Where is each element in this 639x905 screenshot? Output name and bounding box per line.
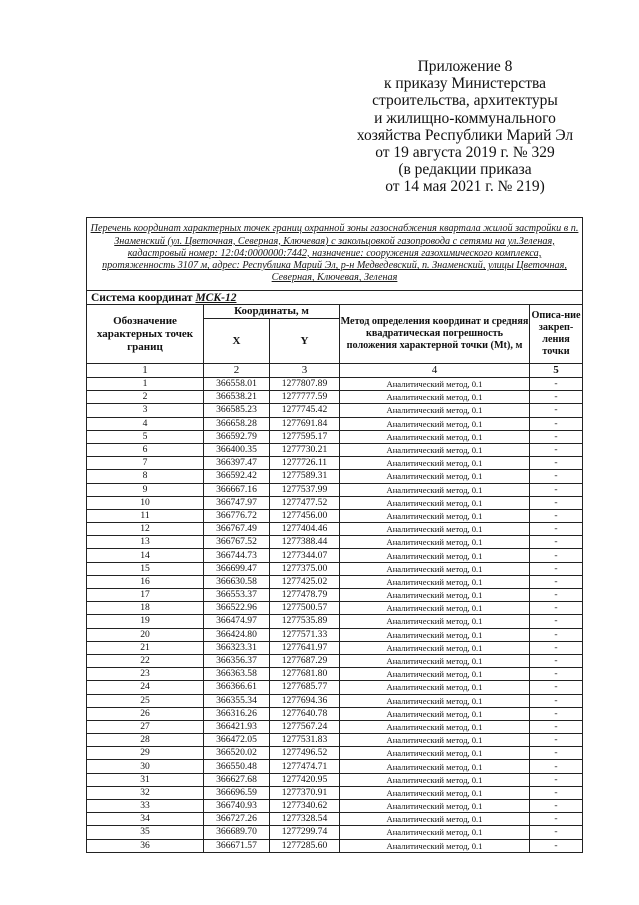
description-cell: - (530, 813, 583, 826)
coord-x-cell: 366363.58 (204, 668, 270, 681)
coord-y-cell: 1277640.78 (270, 707, 340, 720)
table-row (87, 694, 583, 707)
coord-y-cell: 1277477.52 (270, 496, 340, 509)
coord-x-cell: 366630.58 (204, 575, 270, 588)
description-cell: - (530, 589, 583, 602)
coord-x-cell: 366356.37 (204, 654, 270, 667)
method-cell: Аналитический метод, 0.1 (340, 417, 530, 430)
coord-x-cell: 366421.93 (204, 720, 270, 733)
coord-y-cell: 1277777.59 (270, 391, 340, 404)
coord-x-cell: 366667.16 (204, 483, 270, 496)
table-row (87, 523, 583, 536)
coordinate-system-label: Система координат (91, 291, 193, 304)
description-cell: - (530, 443, 583, 456)
method-cell: Аналитический метод, 0.1 (340, 760, 530, 773)
point-number-cell: 7 (87, 457, 204, 470)
method-cell: Аналитический метод, 0.1 (340, 404, 530, 417)
table-row (87, 562, 583, 575)
header-y: Y (270, 319, 340, 364)
description-cell: - (530, 694, 583, 707)
coord-x-cell: 366776.72 (204, 509, 270, 522)
point-number-cell: 25 (87, 694, 204, 707)
description-cell: - (530, 575, 583, 588)
table-row (87, 734, 583, 747)
coord-x-cell: 366740.93 (204, 800, 270, 813)
coord-y-cell: 1277537.99 (270, 483, 340, 496)
coord-x-cell: 366592.79 (204, 430, 270, 443)
point-number-cell: 36 (87, 839, 204, 852)
description-cell: - (530, 496, 583, 509)
coord-y-cell: 1277730.21 (270, 443, 340, 456)
method-cell: Аналитический метод, 0.1 (340, 615, 530, 628)
table-row (87, 681, 583, 694)
point-number-cell: 30 (87, 760, 204, 773)
coord-y-cell: 1277299.74 (270, 826, 340, 839)
table-title: Перечень координат характерных точек границ охранной зоны газоснабжения квартала жилой застройки в п. Знаменский (ул. Цветочная, Северная, Ключевая) с закольцовкой газопровода с сетями на ул.Зеленая, кадастровый номер: 12:04:0000000:7442, назначение: сооружения газохимического комплекса, протяженность 3107 м, адрес: Республика Марий Эл, р-н Медведевский, п. Знаменский, улицы Цветочная, Северная, Ключевая, Зеленая (87, 218, 583, 291)
coord-x-cell: 366474.97 (204, 615, 270, 628)
point-number-cell: 28 (87, 734, 204, 747)
point-number-cell: 10 (87, 496, 204, 509)
description-cell: - (530, 470, 583, 483)
coord-y-cell: 1277420.95 (270, 773, 340, 786)
point-number-cell: 14 (87, 549, 204, 562)
table-row (87, 457, 583, 470)
method-cell: Аналитический метод, 0.1 (340, 786, 530, 799)
table-row (87, 773, 583, 786)
point-number-cell: 15 (87, 562, 204, 575)
method-cell: Аналитический метод, 0.1 (340, 668, 530, 681)
appendix-line: строительства, архитектуры (372, 92, 558, 110)
method-cell: Аналитический метод, 0.1 (340, 391, 530, 404)
point-number-cell: 26 (87, 707, 204, 720)
coord-y-cell: 1277681.80 (270, 668, 340, 681)
method-cell: Аналитический метод, 0.1 (340, 575, 530, 588)
coord-x-cell: 366472.05 (204, 734, 270, 747)
point-number-cell: 9 (87, 483, 204, 496)
coord-y-cell: 1277404.46 (270, 523, 340, 536)
description-cell: - (530, 536, 583, 549)
column-numbers-row (87, 364, 583, 378)
description-cell: - (530, 747, 583, 760)
coord-y-cell: 1277285.60 (270, 839, 340, 852)
coord-y-cell: 1277685.77 (270, 681, 340, 694)
coord-x-cell: 366550.48 (204, 760, 270, 773)
table-row (87, 668, 583, 681)
table-row (87, 654, 583, 667)
coord-x-cell: 366696.59 (204, 786, 270, 799)
coord-x-cell: 366355.34 (204, 694, 270, 707)
table-row (87, 707, 583, 720)
table-row (87, 470, 583, 483)
coord-x-cell: 366585.23 (204, 404, 270, 417)
coord-y-cell: 1277531.83 (270, 734, 340, 747)
point-number-cell: 21 (87, 641, 204, 654)
table-row (87, 483, 583, 496)
method-cell: Аналитический метод, 0.1 (340, 681, 530, 694)
description-cell: - (530, 786, 583, 799)
description-cell: - (530, 628, 583, 641)
point-number-cell: 19 (87, 615, 204, 628)
description-cell: - (530, 378, 583, 391)
method-cell: Аналитический метод, 0.1 (340, 641, 530, 654)
appendix-line: хозяйства Республики Марий Эл (356, 126, 574, 144)
method-cell: Аналитический метод, 0.1 (340, 628, 530, 641)
coord-x-cell: 366592.42 (204, 470, 270, 483)
coordinate-system-name: МСК-12 (195, 291, 237, 304)
table-row (87, 391, 583, 404)
description-cell: - (530, 707, 583, 720)
point-number-cell: 20 (87, 628, 204, 641)
column-number: 4 (340, 364, 530, 378)
description-cell: - (530, 417, 583, 430)
coord-x-cell: 366747.97 (204, 496, 270, 509)
coord-x-cell: 366699.47 (204, 562, 270, 575)
point-number-cell: 5 (87, 430, 204, 443)
table-row (87, 747, 583, 760)
coord-x-cell: 366767.52 (204, 536, 270, 549)
header-coords: Координаты, м (204, 305, 340, 319)
coord-x-cell: 366316.26 (204, 707, 270, 720)
method-cell: Аналитический метод, 0.1 (340, 509, 530, 522)
description-cell: - (530, 773, 583, 786)
coord-y-cell: 1277691.84 (270, 417, 340, 430)
description-cell: - (530, 668, 583, 681)
description-cell: - (530, 615, 583, 628)
point-number-cell: 2 (87, 391, 204, 404)
coord-x-cell: 366424.80 (204, 628, 270, 641)
description-cell: - (530, 734, 583, 747)
coord-x-cell: 366744.73 (204, 549, 270, 562)
point-number-cell: 11 (87, 509, 204, 522)
method-cell: Аналитический метод, 0.1 (340, 443, 530, 456)
method-cell: Аналитический метод, 0.1 (340, 800, 530, 813)
point-number-cell: 12 (87, 523, 204, 536)
coord-y-cell: 1277567.24 (270, 720, 340, 733)
method-cell: Аналитический метод, 0.1 (340, 549, 530, 562)
description-cell: - (530, 681, 583, 694)
coord-y-cell: 1277370.91 (270, 786, 340, 799)
point-number-cell: 18 (87, 602, 204, 615)
method-cell: Аналитический метод, 0.1 (340, 483, 530, 496)
table-row (87, 536, 583, 549)
appendix-line: к приказу Министерства (384, 75, 546, 93)
description-cell: - (530, 760, 583, 773)
point-number-cell: 29 (87, 747, 204, 760)
method-cell: Аналитический метод, 0.1 (340, 826, 530, 839)
table-row (87, 589, 583, 602)
point-number-cell: 6 (87, 443, 204, 456)
table-row (87, 641, 583, 654)
appendix-header (300, 58, 630, 196)
header-x: X (204, 319, 270, 364)
description-cell: - (530, 800, 583, 813)
table-row (87, 430, 583, 443)
table-row (87, 417, 583, 430)
method-cell: Аналитический метод, 0.1 (340, 720, 530, 733)
table-row (87, 575, 583, 588)
coord-x-cell: 366538.21 (204, 391, 270, 404)
coord-y-cell: 1277535.89 (270, 615, 340, 628)
description-cell: - (530, 654, 583, 667)
method-cell: Аналитический метод, 0.1 (340, 430, 530, 443)
table-row (87, 839, 583, 852)
description-cell: - (530, 404, 583, 417)
appendix-line: (в редакции приказа (398, 161, 532, 179)
coord-y-cell: 1277344.07 (270, 549, 340, 562)
coord-y-cell: 1277807.89 (270, 378, 340, 391)
coord-y-cell: 1277328.54 (270, 813, 340, 826)
method-cell: Аналитический метод, 0.1 (340, 694, 530, 707)
coord-x-cell: 366323.31 (204, 641, 270, 654)
description-cell: - (530, 509, 583, 522)
point-number-cell: 1 (87, 378, 204, 391)
coord-y-cell: 1277425.02 (270, 575, 340, 588)
point-number-cell: 31 (87, 773, 204, 786)
table-row (87, 615, 583, 628)
coord-y-cell: 1277694.36 (270, 694, 340, 707)
description-cell: - (530, 720, 583, 733)
coord-y-cell: 1277745.42 (270, 404, 340, 417)
column-number: 3 (270, 364, 340, 378)
point-number-cell: 22 (87, 654, 204, 667)
coord-y-cell: 1277340.62 (270, 800, 340, 813)
point-number-cell: 17 (87, 589, 204, 602)
table-row (87, 378, 583, 391)
coord-x-cell: 366558.01 (204, 378, 270, 391)
point-number-cell: 34 (87, 813, 204, 826)
method-cell: Аналитический метод, 0.1 (340, 470, 530, 483)
point-number-cell: 35 (87, 826, 204, 839)
description-cell: - (530, 391, 583, 404)
coord-x-cell: 366727.26 (204, 813, 270, 826)
description-cell: - (530, 523, 583, 536)
description-cell: - (530, 562, 583, 575)
method-cell: Аналитический метод, 0.1 (340, 457, 530, 470)
coordinates-table (86, 217, 583, 853)
point-number-cell: 16 (87, 575, 204, 588)
method-cell: Аналитический метод, 0.1 (340, 654, 530, 667)
coord-y-cell: 1277375.00 (270, 562, 340, 575)
coord-y-cell: 1277474.71 (270, 760, 340, 773)
coord-y-cell: 1277456.00 (270, 509, 340, 522)
method-cell: Аналитический метод, 0.1 (340, 734, 530, 747)
description-cell: - (530, 839, 583, 852)
method-cell: Аналитический метод, 0.1 (340, 773, 530, 786)
coord-x-cell: 366767.49 (204, 523, 270, 536)
point-number-cell: 32 (87, 786, 204, 799)
method-cell: Аналитический метод, 0.1 (340, 589, 530, 602)
description-cell: - (530, 602, 583, 615)
table-row (87, 826, 583, 839)
coord-y-cell: 1277571.33 (270, 628, 340, 641)
method-cell: Аналитический метод, 0.1 (340, 839, 530, 852)
point-number-cell: 8 (87, 470, 204, 483)
coord-y-cell: 1277478.79 (270, 589, 340, 602)
coord-x-cell: 366553.37 (204, 589, 270, 602)
coord-y-cell: 1277726.11 (270, 457, 340, 470)
point-number-cell: 3 (87, 404, 204, 417)
point-number-cell: 27 (87, 720, 204, 733)
table-row (87, 786, 583, 799)
table-row (87, 720, 583, 733)
header-description: Описа-ние закреп-ления точки (530, 305, 583, 364)
point-number-cell: 24 (87, 681, 204, 694)
coord-x-cell: 366671.57 (204, 839, 270, 852)
coord-y-cell: 1277641.97 (270, 641, 340, 654)
coord-x-cell: 366520.02 (204, 747, 270, 760)
coord-y-cell: 1277687.29 (270, 654, 340, 667)
coord-y-cell: 1277496.52 (270, 747, 340, 760)
table-row (87, 760, 583, 773)
column-number: 2 (204, 364, 270, 378)
method-cell: Аналитический метод, 0.1 (340, 536, 530, 549)
method-cell: Аналитический метод, 0.1 (340, 707, 530, 720)
method-cell: Аналитический метод, 0.1 (340, 496, 530, 509)
description-cell: - (530, 483, 583, 496)
method-cell: Аналитический метод, 0.1 (340, 523, 530, 536)
point-number-cell: 33 (87, 800, 204, 813)
table-row (87, 404, 583, 417)
method-cell: Аналитический метод, 0.1 (340, 813, 530, 826)
appendix-line: Приложение 8 (417, 58, 513, 75)
coord-y-cell: 1277595.17 (270, 430, 340, 443)
header-method: Метод определения координат и средняя квадратическая погрешность положения характерной точки (Mt), м (340, 305, 530, 364)
appendix-line: и жилищно-коммунального (374, 109, 556, 127)
appendix-line: от 19 августа 2019 г. № 329 (375, 144, 555, 162)
table-row (87, 509, 583, 522)
column-number: 5 (530, 364, 583, 378)
point-number-cell: 4 (87, 417, 204, 430)
coord-x-cell: 366658.28 (204, 417, 270, 430)
table-row (87, 602, 583, 615)
coord-y-cell: 1277589.31 (270, 470, 340, 483)
coord-x-cell: 366627.68 (204, 773, 270, 786)
table-row (87, 549, 583, 562)
table-row (87, 800, 583, 813)
method-cell: Аналитический метод, 0.1 (340, 747, 530, 760)
point-number-cell: 13 (87, 536, 204, 549)
table-row (87, 496, 583, 509)
appendix-line: от 14 мая 2021 г. № 219) (385, 178, 545, 196)
description-cell: - (530, 430, 583, 443)
coord-x-cell: 366689.70 (204, 826, 270, 839)
coordinate-system (87, 291, 583, 305)
description-cell: - (530, 457, 583, 470)
method-cell: Аналитический метод, 0.1 (340, 378, 530, 391)
coord-x-cell: 366366.61 (204, 681, 270, 694)
coord-x-cell: 366400.35 (204, 443, 270, 456)
coord-y-cell: 1277500.57 (270, 602, 340, 615)
table-row (87, 628, 583, 641)
point-number-cell: 23 (87, 668, 204, 681)
description-cell: - (530, 641, 583, 654)
table-row (87, 813, 583, 826)
column-number: 1 (87, 364, 204, 378)
table-row (87, 443, 583, 456)
coord-y-cell: 1277388.44 (270, 536, 340, 549)
method-cell: Аналитический метод, 0.1 (340, 602, 530, 615)
coord-x-cell: 366522.96 (204, 602, 270, 615)
description-cell: - (530, 826, 583, 839)
header-point: Обозначение характерных точек границ (87, 305, 204, 364)
method-cell: Аналитический метод, 0.1 (340, 562, 530, 575)
coord-x-cell: 366397.47 (204, 457, 270, 470)
description-cell: - (530, 549, 583, 562)
